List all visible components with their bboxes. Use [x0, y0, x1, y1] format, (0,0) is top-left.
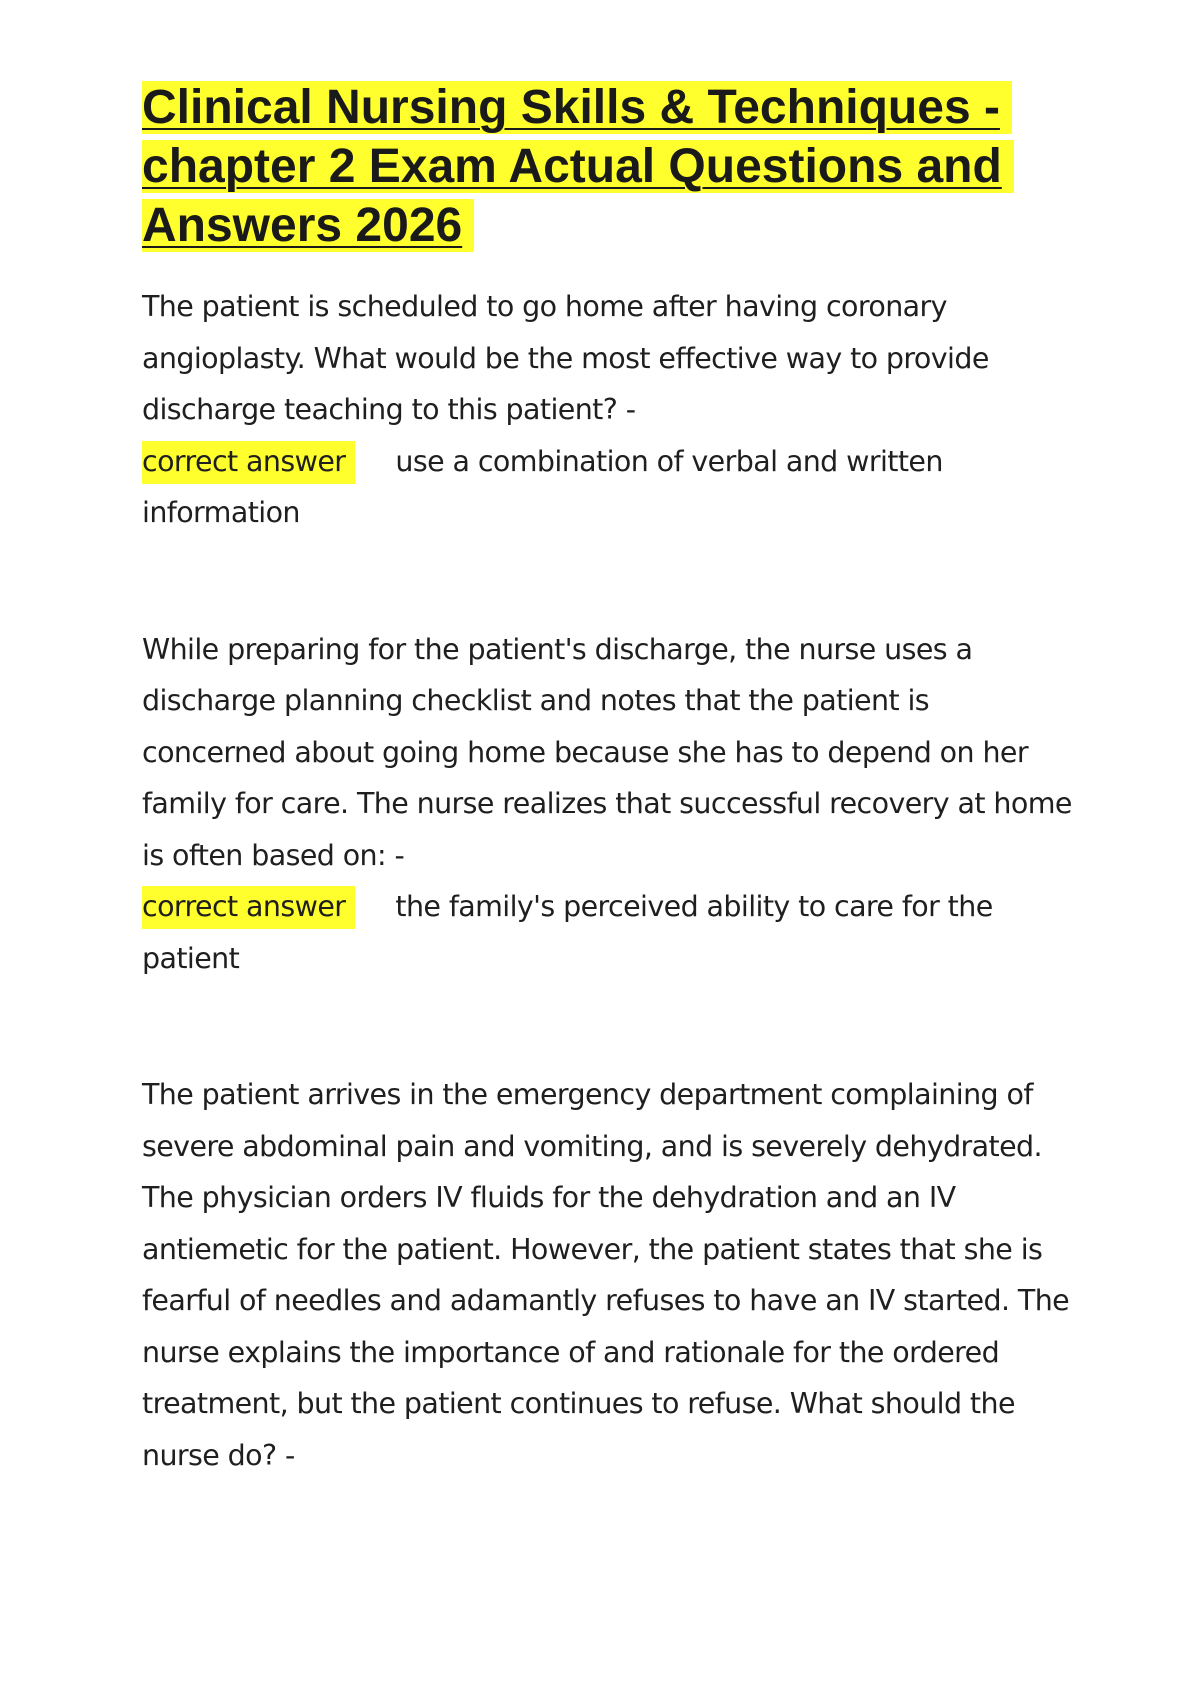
document-title-text: Clinical Nursing Skills & Techniques - chapter 2 Exam Actual Questions and Answers 2026 — [142, 81, 1014, 252]
qa-item-3 — [142, 1069, 1072, 1481]
correct-answer-label: correct answer — [142, 441, 355, 484]
answer-text: use a combination of verbal and written information — [142, 444, 943, 529]
answer-line — [142, 436, 1072, 539]
qa-item-2 — [142, 624, 1072, 985]
question-text: The patient arrives in the emergency department complaining of severe abdominal pain and vomiting, and is severely dehydrated. The physician orders IV fluids for the dehydration and an IV antiemetic for the patient. However, the patient states that she is fearful of needles and adamantly refuses to have an IV started. The nurse explains the importance of and rationale for the ordered treatment, but the patient continues to refuse. What should the nurse do? - — [142, 1078, 1070, 1472]
document-title — [142, 78, 1072, 255]
question-text: The patient is scheduled to go home after having coronary angioplasty. What would be the most effective way to provide discharge teaching to this patient? - — [142, 290, 989, 426]
answer-text: the family's perceived ability to care for the patient — [142, 890, 993, 975]
document-page — [142, 78, 1072, 1481]
correct-answer-label: correct answer — [142, 886, 355, 929]
question-text: While preparing for the patient's discharge, the nurse uses a discharge planning checklist and notes that the patient is concerned about going home because she has to depend on her family for care. The nurse realizes that successful recovery at home is often based on: - — [142, 632, 1072, 872]
qa-item-1 — [142, 281, 1072, 539]
answer-line — [142, 881, 1072, 984]
